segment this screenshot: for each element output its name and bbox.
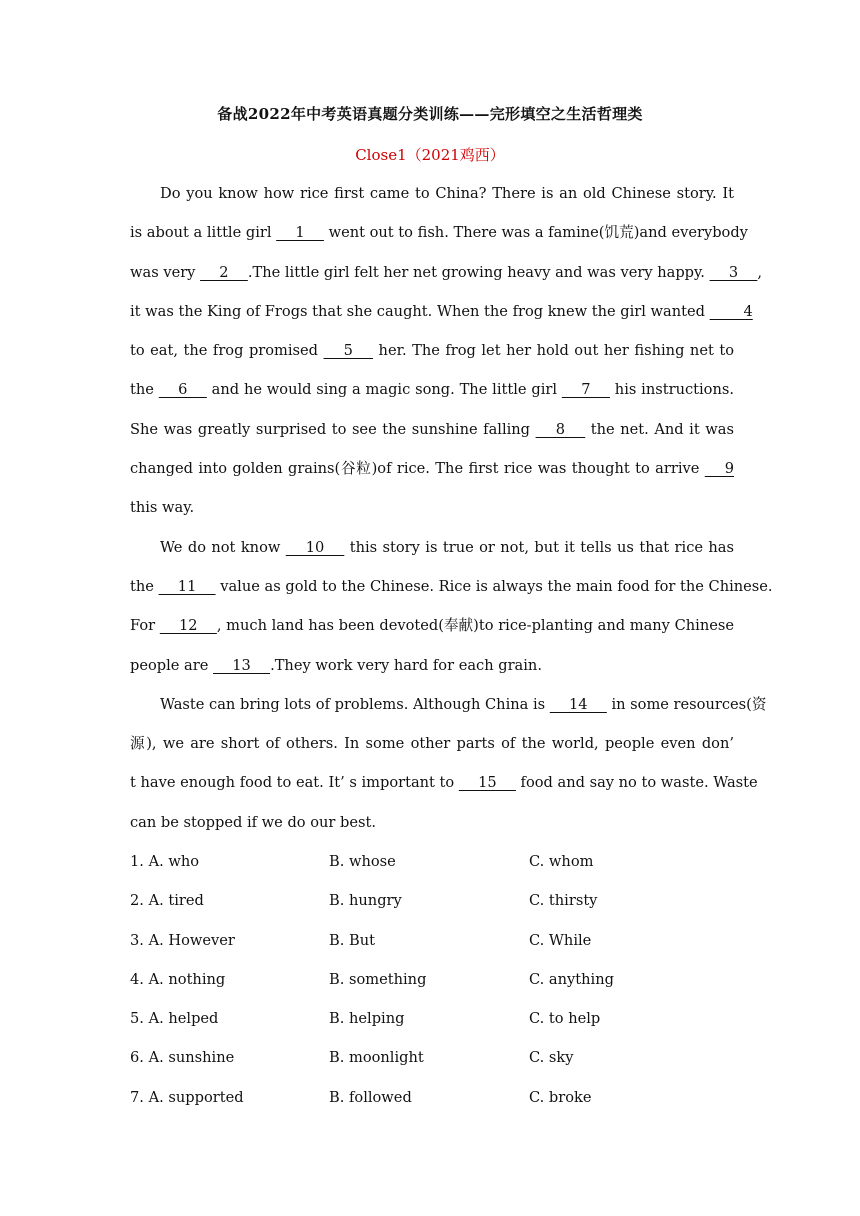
passage-text: , much land has been devoted(奉献)to rice-planting and many Chinese bbox=[216, 617, 734, 635]
passage-text: We do not know bbox=[160, 538, 286, 556]
passage-text: this story is true or not, but it tells us that rice has bbox=[344, 538, 734, 556]
blank-number: __14__ bbox=[549, 695, 607, 713]
blank-number: ____4 bbox=[709, 302, 753, 320]
blank-number: __15__ bbox=[458, 774, 516, 792]
passage-text: Do you know how rice first came to China? There is an old Chinese story. It bbox=[160, 185, 734, 202]
blank-number: __9 bbox=[704, 460, 734, 478]
answer-options bbox=[130, 842, 734, 1117]
blank-number: __6__ bbox=[158, 381, 207, 399]
passage-line bbox=[130, 528, 734, 567]
option-b: B. followed bbox=[329, 1088, 412, 1106]
passage-line bbox=[130, 488, 734, 527]
passage-line bbox=[130, 331, 734, 370]
passage-text: this way. bbox=[130, 499, 195, 517]
passage-line bbox=[130, 449, 734, 488]
option-a: 7. A. supported bbox=[130, 1088, 244, 1106]
passage-line bbox=[130, 646, 734, 685]
passage-line bbox=[130, 174, 734, 213]
option-b: B. helping bbox=[329, 1010, 405, 1028]
option-c: C. thirsty bbox=[529, 892, 598, 910]
passage-text: t have enough food to eat. It’ s important to bbox=[130, 774, 459, 792]
option-row bbox=[130, 999, 734, 1038]
option-a: 3. A. However bbox=[130, 931, 235, 949]
passage-text: is about a little girl bbox=[130, 224, 277, 242]
option-b: B. whose bbox=[329, 853, 396, 870]
passage-line bbox=[130, 213, 748, 252]
passage-text: the bbox=[130, 381, 159, 399]
passage-text: For bbox=[130, 617, 160, 635]
passage-text: in some resources(资 bbox=[606, 695, 767, 713]
passage-text: his instructions. bbox=[609, 381, 734, 399]
option-b: B. hungry bbox=[329, 892, 402, 910]
option-b: B. moonlight bbox=[329, 1049, 424, 1067]
passage-text: people are bbox=[130, 656, 214, 674]
passage-text: it was the King of Frogs that she caught. When the frog knew the girl wanted bbox=[130, 302, 710, 320]
passage-text: She was greatly surprised to see the sunshine falling bbox=[130, 420, 536, 438]
option-a: 5. A. helped bbox=[130, 1010, 219, 1028]
blank-number: __7__ bbox=[561, 381, 610, 399]
blank-number: __13__ bbox=[213, 656, 271, 674]
passage-line bbox=[130, 685, 767, 724]
passage-line bbox=[130, 763, 758, 802]
passage-text: her. The frog let her hold out her fishing net to bbox=[373, 342, 734, 360]
page-subtitle: Close1（2021鸡西） bbox=[355, 146, 505, 164]
passage-line bbox=[130, 253, 762, 292]
passage-text: and he would sing a magic song. The little girl bbox=[206, 381, 562, 399]
passage-line bbox=[130, 606, 734, 645]
passage-text: , bbox=[757, 263, 762, 281]
option-row bbox=[130, 1078, 734, 1117]
passage-line bbox=[130, 567, 773, 606]
option-a: 2. A. tired bbox=[130, 892, 204, 910]
option-c: C. anything bbox=[529, 970, 614, 988]
passage-text: .They work very hard for each grain. bbox=[270, 656, 542, 674]
blank-number: __5__ bbox=[323, 342, 374, 360]
cloze-passage bbox=[130, 174, 773, 842]
passage-line bbox=[130, 410, 734, 449]
passage-text: the net. And it was bbox=[585, 420, 734, 438]
passage-text: went out to fish. There was a famine(饥荒)and everybody bbox=[323, 224, 748, 242]
blank-number: __1__ bbox=[276, 224, 324, 242]
option-b: B. But bbox=[329, 931, 375, 949]
blank-number: __10__ bbox=[285, 538, 345, 556]
passage-line bbox=[130, 724, 734, 763]
passage-text: Waste can bring lots of problems. Although China is bbox=[160, 695, 550, 713]
option-row bbox=[130, 960, 734, 999]
blank-number: __3__ bbox=[709, 263, 758, 281]
option-c: C. broke bbox=[529, 1088, 592, 1106]
option-c: C. sky bbox=[529, 1049, 574, 1067]
option-b: B. something bbox=[329, 970, 427, 988]
option-c: C. whom bbox=[529, 853, 594, 870]
passage-text: was very bbox=[130, 263, 201, 281]
passage-text: food and say no to waste. Waste bbox=[515, 774, 758, 792]
passage-line bbox=[130, 292, 753, 331]
passage-text: 源), we are short of others. In some other parts of the world, people even don’ bbox=[130, 735, 734, 753]
option-c: C. While bbox=[529, 931, 592, 949]
option-row bbox=[130, 842, 734, 881]
option-a: 1. A. who bbox=[130, 853, 200, 870]
passage-line bbox=[130, 803, 734, 842]
page-title: 备战2022年中考英语真题分类训练——完形填空之生活哲理类 bbox=[217, 105, 643, 123]
blank-number: __12__ bbox=[159, 617, 217, 635]
option-row bbox=[130, 1038, 734, 1077]
passage-text: to eat, the frog promised bbox=[130, 342, 324, 360]
blank-number: __11__ bbox=[158, 577, 216, 595]
option-a: 6. A. sunshine bbox=[130, 1049, 235, 1067]
option-c: C. to help bbox=[529, 1010, 601, 1028]
blank-number: __8__ bbox=[535, 420, 586, 438]
passage-line bbox=[130, 370, 734, 409]
passage-text: changed into golden grains(谷粒)of rice. The first rice was thought to arrive bbox=[130, 460, 705, 478]
blank-number: __2__ bbox=[200, 263, 248, 281]
passage-text: can be stopped if we do our best. bbox=[130, 813, 376, 831]
option-row bbox=[130, 881, 734, 920]
passage-text: the bbox=[130, 577, 159, 595]
passage-text: .The little girl felt her net growing heavy and was very happy. bbox=[247, 263, 710, 281]
option-a: 4. A. nothing bbox=[130, 970, 226, 988]
passage-text: value as gold to the Chinese. Rice is always the main food for the Chinese. bbox=[215, 577, 773, 595]
option-row bbox=[130, 921, 734, 960]
